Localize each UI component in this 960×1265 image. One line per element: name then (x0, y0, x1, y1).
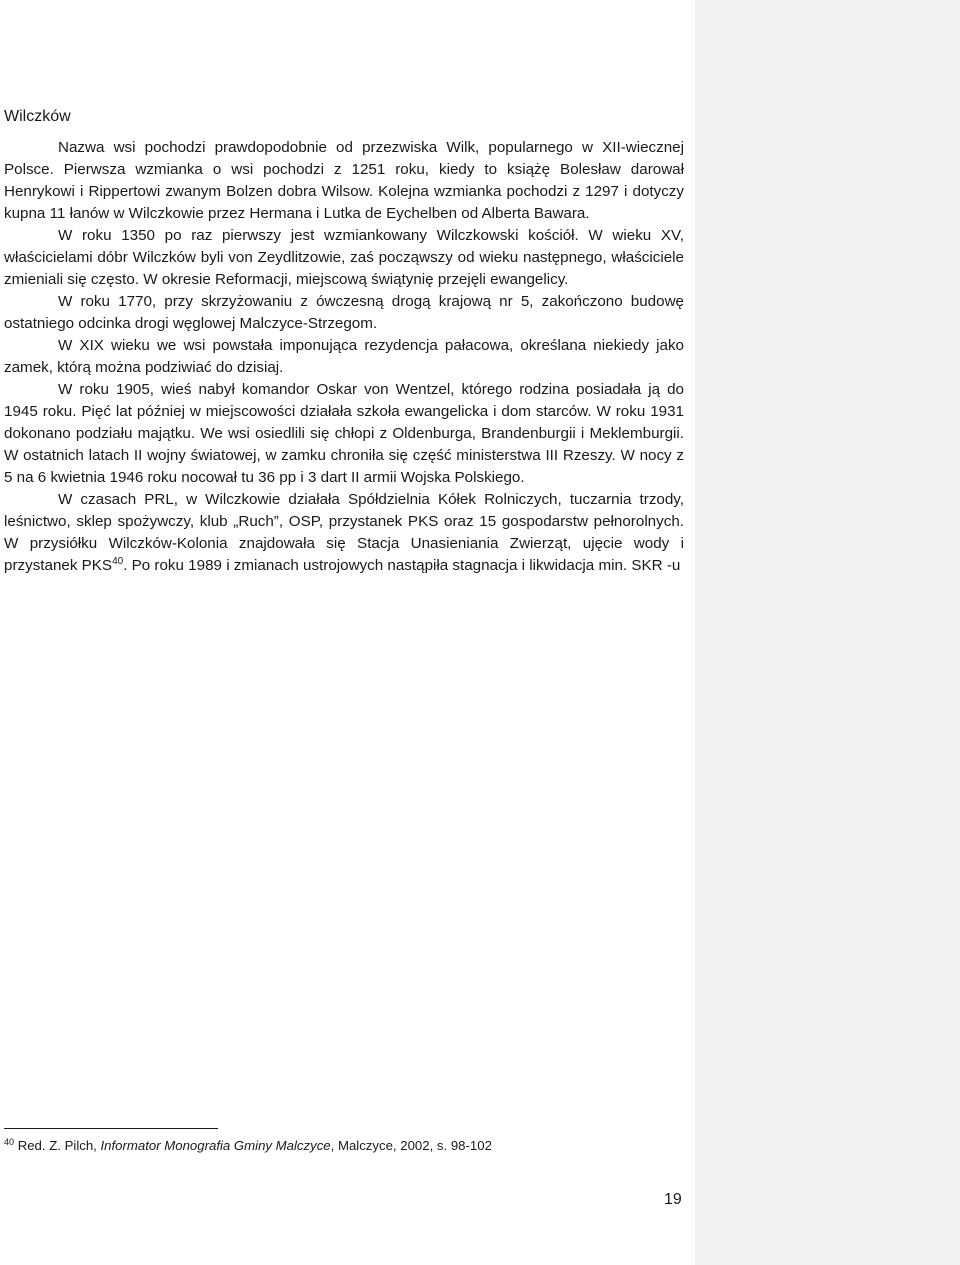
section-title: Wilczków (4, 108, 71, 125)
body-text (4, 137, 684, 577)
paragraph-origin: Nazwa wsi pochodzi prawdopodobnie od przezwiska Wilk, popularnego w XII-wiecznej Polsce. Pierwsza wzmianka o wsi pochodzi z 1251 roku, kiedy to książę Bolesław darował Henrykowi i Rippertowi zwanym Bolzen dobra Wilsow. Kolejna wzmianka pochodzi z 1297 i dotyczy kupna 11 łanów w Wilczkowie przez Hermana i Lutka de Eychelben od Alberta Bawara. (4, 139, 684, 222)
paragraph-road: W roku 1770, przy skrzyżowaniu z ówczesną drogą krajową nr 5, zakończono budowę ostatniego odcinka drogi węglowej Malczyce-Strzegom. (4, 293, 684, 332)
footnote-separator (4, 1128, 218, 1129)
paragraph-prl-text-end: . Po roku 1989 i zmianach ustrojowych nastąpiła stagnacja i likwidacja min. SKR -u (123, 557, 681, 574)
paragraph-prl (4, 489, 684, 577)
footnote-author: Red. Z. Pilch, (17, 1138, 101, 1153)
footnote-reference[interactable]: 40 (112, 556, 124, 567)
paragraph-palace: W XIX wieku we wsi powstała imponująca rezydencja pałacowa, określana niekiedy jako zamek, którą można podziwiać do dzisiaj. (4, 337, 684, 376)
footnote-work-title: Informator Monografia Gminy Malczyce (100, 1138, 331, 1153)
paragraph-church: W roku 1350 po raz pierwszy jest wzmiankowany Wilczkowski kościół. W wieku XV, właścicielami dóbr Wilczków byli von Zeydlitzowie, zaś począwszy od wieku następnego, właściciele zmieniali się często. W okresie Reformacji, miejscową świątynię przejęli ewangelicy. (4, 227, 684, 288)
footnote-number: 40 (4, 1137, 15, 1147)
comment-margin-panel (695, 0, 960, 1265)
footnote (4, 1137, 492, 1155)
paragraph-prl-text: W czasach PRL, w Wilczkowie działała Spółdzielnia Kółek Rolniczych, tuczarnia trzody, leśnictwo, sklep spożywczy, klub „Ruch”, OSP, przystanek PKS oraz 15 gospodarstw pełnorolnych. W przysiółku Wilczków-Kolonia znajdowała się Stacja Unasieniania Zwierząt, ujęcie wody i przystanek PKS (4, 491, 684, 574)
page-number: 19 (664, 1191, 682, 1208)
footnote-details: , Malczyce, 2002, s. 98-102 (330, 1138, 492, 1153)
paragraph-20th-century: W roku 1905, wieś nabył komandor Oskar von Wentzel, którego rodzina posiadała ją do 1945 roku. Pięć lat później w miejscowości działała szkoła ewangelicka i dom starców. W roku 1931 dokonano podziału majątku. We wsi osiedlili się chłopi z Oldenburga, Brandenburgii i Meklemburgii. W ostatnich latach II wojny światowej, w zamku chroniła się część ministerstwa III Rzeszy. W nocy z 5 na 6 kwietnia 1946 roku nocował tu 36 pp i 3 dart II armii Wojska Polskiego. (4, 381, 684, 486)
